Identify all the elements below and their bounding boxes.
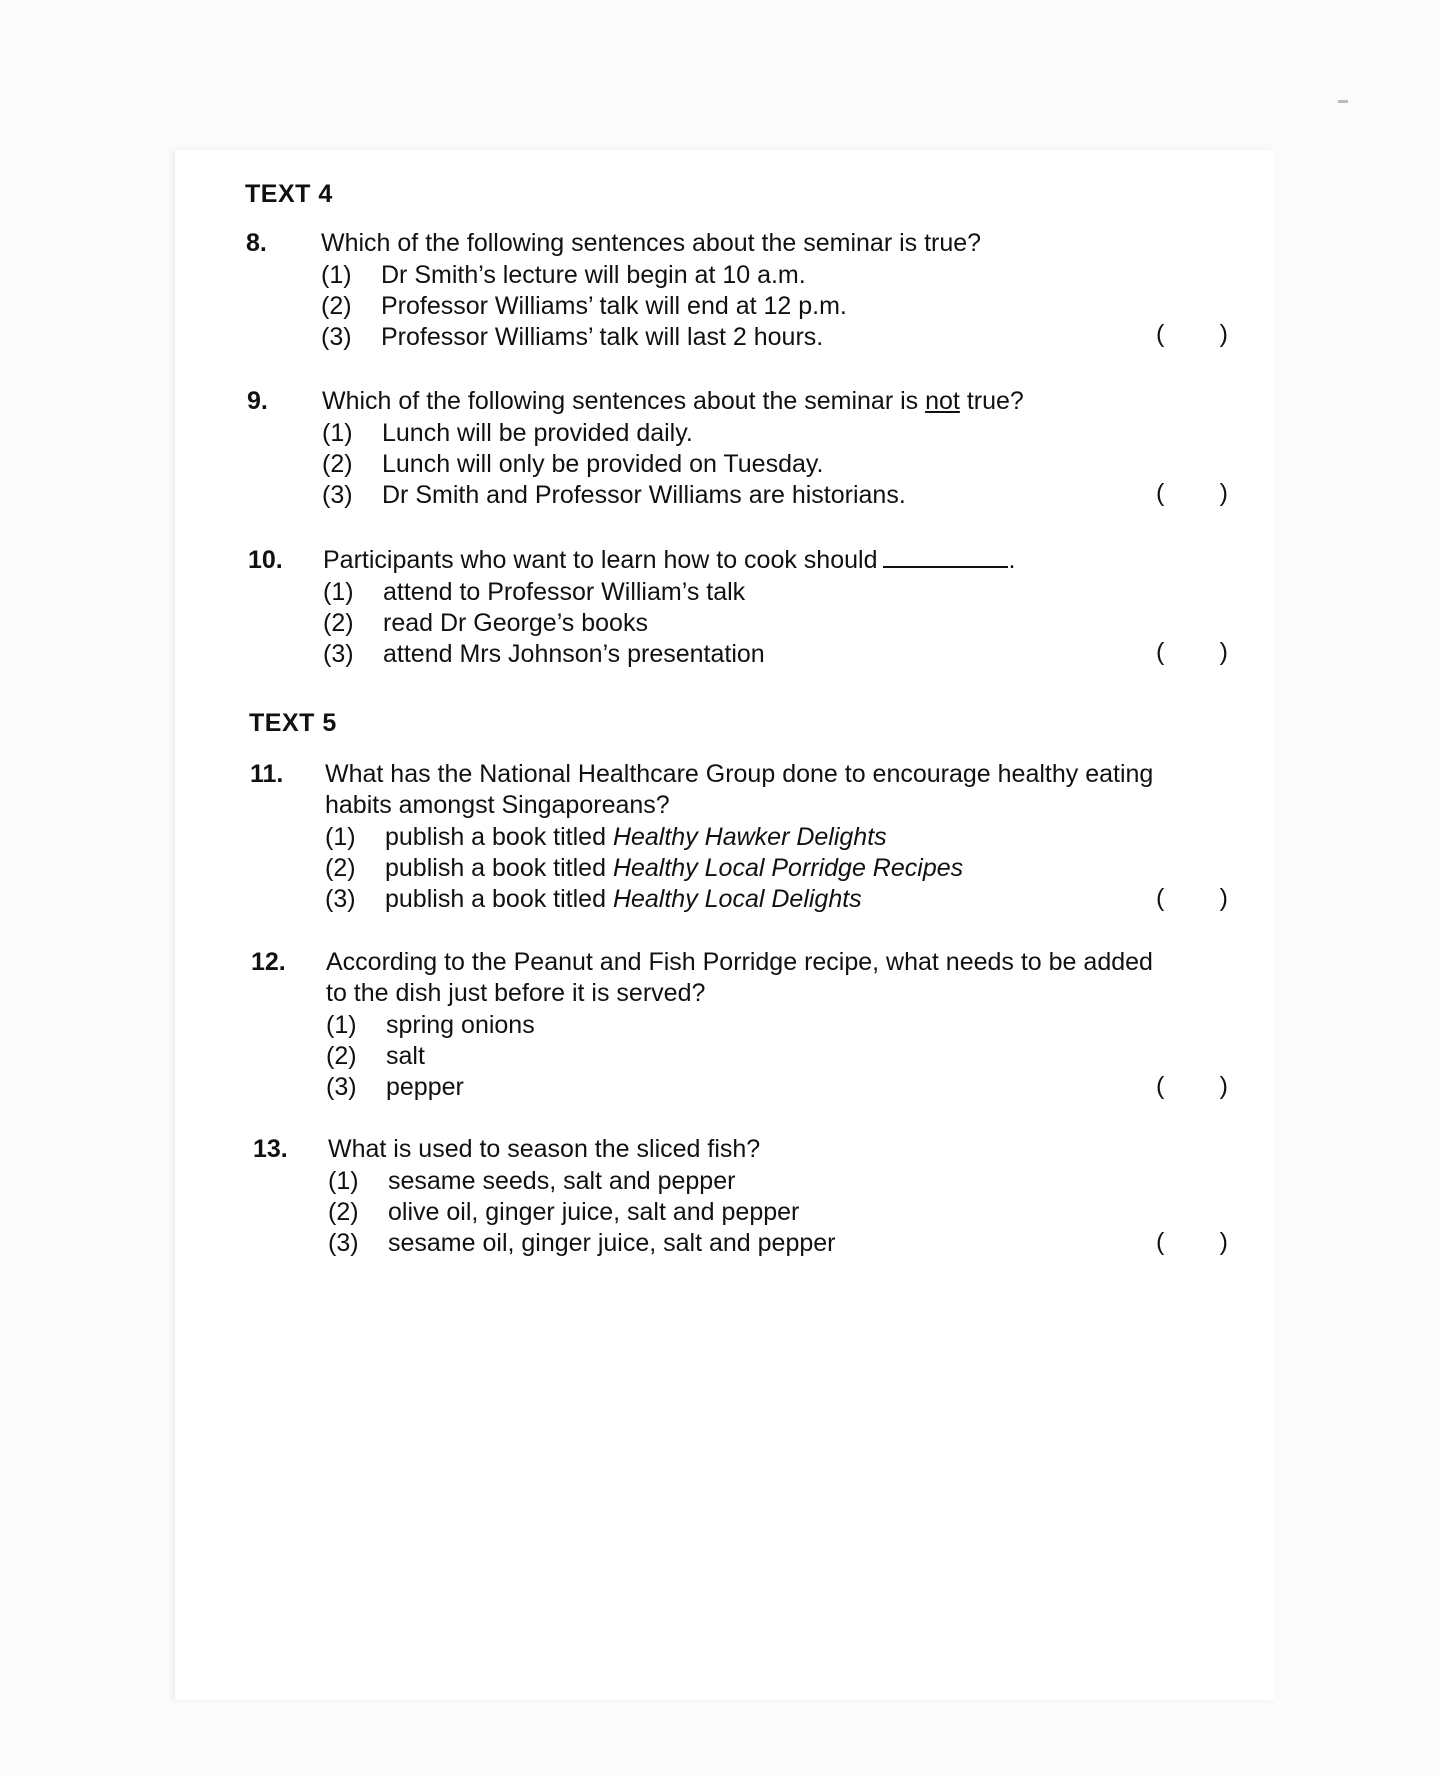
bracket-open: ( <box>1156 1072 1165 1100</box>
question-text: According to the Peanut and Fish Porridge recipe, what needs to be added to the dish just before it is served? <box>326 948 1153 1007</box>
scan-mark <box>1338 100 1348 103</box>
question-text: Which of the following sentences about the seminar is true? <box>321 229 982 257</box>
option-number: (1) <box>323 578 354 606</box>
option-number: (1) <box>325 823 356 851</box>
option-2[interactable] <box>325 853 1150 884</box>
options-list <box>326 1010 1151 1103</box>
bracket-open: ( <box>1156 638 1165 666</box>
option-number: (2) <box>322 450 353 478</box>
option-text: sesame oil, ginger juice, salt and pepper <box>388 1229 836 1257</box>
section-title-text-5: TEXT 5 <box>249 709 337 737</box>
question-number: 10. <box>248 546 283 574</box>
option-2[interactable] <box>322 449 1147 480</box>
worksheet-page <box>175 150 1275 1700</box>
option-3[interactable] <box>326 1072 1151 1103</box>
question-number: 8. <box>246 229 267 257</box>
question-8 <box>246 228 1146 353</box>
option-number: (1) <box>322 419 353 447</box>
section-title-text-4: TEXT 4 <box>245 180 333 208</box>
bracket-open: ( <box>1156 479 1165 507</box>
options-list <box>325 822 1150 915</box>
bracket-close: ) <box>1219 638 1228 666</box>
question-text: Which of the following sentences about the seminar is not true? <box>322 387 1024 415</box>
option-3[interactable] <box>328 1228 1153 1259</box>
bracket-close: ) <box>1219 320 1228 348</box>
option-number: (3) <box>322 481 353 509</box>
question-number: 11. <box>250 760 284 788</box>
question-9 <box>247 386 1147 511</box>
options-list <box>321 260 1146 353</box>
option-text: Dr Smith’s lecture will begin at 10 a.m. <box>381 261 806 289</box>
option-number: (2) <box>326 1042 357 1070</box>
option-text: spring onions <box>386 1011 535 1039</box>
option-number: (2) <box>325 854 356 882</box>
option-number: (3) <box>323 640 354 668</box>
option-number: (3) <box>325 885 356 913</box>
fill-in-blank <box>883 548 1008 568</box>
option-text: olive oil, ginger juice, salt and pepper <box>388 1198 800 1226</box>
answer-box-9[interactable] <box>1156 479 1228 508</box>
answer-box-8[interactable] <box>1156 320 1228 349</box>
option-1[interactable] <box>326 1010 1151 1041</box>
option-3[interactable] <box>322 480 1147 511</box>
book-title: Healthy Local Porridge Recipes <box>612 854 964 882</box>
bracket-open: ( <box>1156 1228 1165 1256</box>
option-number: (2) <box>321 292 352 320</box>
option-1[interactable] <box>325 822 1150 853</box>
bracket-close: ) <box>1219 884 1228 912</box>
options-list <box>328 1166 1153 1259</box>
option-text: sesame seeds, salt and pepper <box>388 1167 736 1195</box>
option-text: Professor Williams’ talk will last 2 hours. <box>381 323 824 351</box>
option-text: Lunch will be provided daily. <box>382 419 693 447</box>
option-text: pepper <box>386 1073 464 1101</box>
option-number: (1) <box>326 1011 357 1039</box>
option-1[interactable] <box>321 260 1146 291</box>
question-text: What has the National Healthcare Group done to encourage healthy eating habits amongst Singaporeans? <box>325 760 1154 819</box>
question-10 <box>248 545 1148 670</box>
option-text: publish a book titled Healthy Local Porridge Recipes <box>385 854 964 882</box>
answer-box-10[interactable] <box>1156 638 1228 667</box>
option-text: Lunch will only be provided on Tuesday. <box>382 450 824 478</box>
option-text: salt <box>386 1042 425 1070</box>
answer-box-13[interactable] <box>1156 1228 1228 1257</box>
question-number: 13. <box>253 1135 288 1163</box>
emphasis-not: not <box>925 387 960 415</box>
option-1[interactable] <box>328 1166 1153 1197</box>
question-text: Participants who want to learn how to cook should . <box>323 546 1016 574</box>
bracket-close: ) <box>1219 479 1228 507</box>
options-list <box>322 418 1147 511</box>
option-number: (2) <box>323 609 354 637</box>
option-2[interactable] <box>326 1041 1151 1072</box>
option-number: (3) <box>326 1073 357 1101</box>
book-title: Healthy Hawker Delights <box>612 823 887 851</box>
question-13 <box>253 1134 1153 1259</box>
option-text: attend to Professor William’s talk <box>383 578 746 606</box>
question-11 <box>250 759 1154 915</box>
option-2[interactable] <box>328 1197 1153 1228</box>
option-2[interactable] <box>321 291 1146 322</box>
option-3[interactable] <box>321 322 1146 353</box>
option-text: read Dr George’s books <box>383 609 648 637</box>
option-text: attend Mrs Johnson’s presentation <box>383 640 765 668</box>
option-number: (3) <box>321 323 352 351</box>
bracket-close: ) <box>1219 1228 1228 1256</box>
bracket-open: ( <box>1156 320 1165 348</box>
option-3[interactable] <box>325 884 1150 915</box>
question-number: 12. <box>251 948 286 976</box>
option-1[interactable] <box>323 577 1148 608</box>
option-number: (3) <box>328 1229 359 1257</box>
answer-box-11[interactable] <box>1156 884 1228 913</box>
answer-box-12[interactable] <box>1156 1072 1228 1101</box>
bracket-close: ) <box>1219 1072 1228 1100</box>
question-12 <box>251 947 1151 1103</box>
option-number: (2) <box>328 1198 359 1226</box>
option-1[interactable] <box>322 418 1147 449</box>
options-list <box>323 577 1148 670</box>
bracket-open: ( <box>1156 884 1165 912</box>
option-text: publish a book titled Healthy Local Delights <box>385 885 862 913</box>
option-text: Professor Williams’ talk will end at 12 p.m. <box>381 292 847 320</box>
option-text: publish a book titled Healthy Hawker Delights <box>385 823 887 851</box>
question-number: 9. <box>247 387 268 415</box>
option-text: Dr Smith and Professor Williams are historians. <box>382 481 906 509</box>
option-number: (1) <box>321 261 352 289</box>
option-number: (1) <box>328 1167 359 1195</box>
book-title: Healthy Local Delights <box>612 885 862 913</box>
question-text: What is used to season the sliced fish? <box>328 1135 761 1163</box>
option-2[interactable] <box>323 608 1148 639</box>
option-3[interactable] <box>323 639 1148 670</box>
